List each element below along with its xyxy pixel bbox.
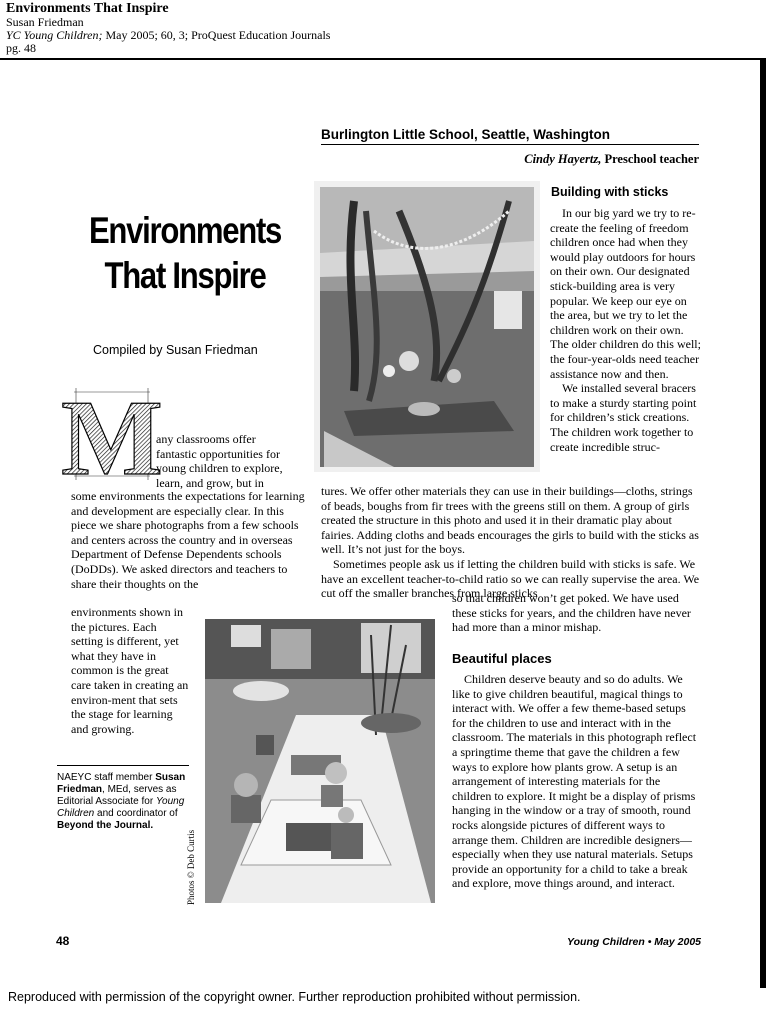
intro-first-lines: any classrooms offer fantastic opportunities for young children to explore, learn, and grow, but in [156,432,283,490]
classroom-setup-photo [201,615,439,907]
intro-body: some environments the expectations for learning and development are especially clear. In this piece we share photographs from a few schools and centers across the country and in overseas Department of Defense Dependents schools (DoDDs). We asked directors and teachers to share their thoughts on the [71,489,305,591]
page-number: 48 [56,934,70,948]
school-heading: Burlington Little School, Seattle, Washington [321,127,699,145]
heading-beautiful-places: Beautiful places [452,651,552,666]
dropcap-letter [61,379,163,498]
author-bio: NAEYC staff member Susan Friedman, MEd, serves as Editorial Associate for Young Children and coordinator of Beyond the Journal. [57,765,189,832]
citation-journal: YC Young Children; May 2005; 60, 3; ProQuest Education Journals [6,28,331,42]
sticks-column-text: In our big yard we try to re-create the feeling of freedom children once had when they would play outdoors for hours on their own. Our designated stick-building area is very popular. We keep our eye on the area, but we try to let the children work on their own. The older children do this well; the four-year-olds need teacher assistance now and then. We installed several bracers to make a sturdy starting point for children’s stick creations. The children work together to create incredible struc- [550,206,701,454]
intro-narrow: environments shown in the pictures. Each setting is different, yet what they have in common is the great care taken in creating an environ-ment that sets the stage for learning and growing. [71,605,189,736]
citation-title: Environments That Inspire [6,1,169,16]
citation-header [6,1,330,55]
teacher-credit: Cindy Hayertz, Preschool teacher [524,152,699,166]
page-top-rule [0,58,766,60]
stick-structure-photo [314,181,540,472]
compiled-by: Compiled by Susan Friedman [93,343,258,357]
citation-page: pg. 48 [6,41,36,55]
copyright-footer: Reproduced with permission of the copyright owner. Further reproduction prohibited without permission. [8,990,581,1004]
page-edge-bar [760,60,766,988]
article-title: Environments That Inspire [88,210,282,296]
journal-footer: Young Children • May 2005 [567,936,701,948]
heading-building-sticks: Building with sticks [551,185,669,199]
beautiful-text: Children deserve beauty and so do adults. We like to give children beautiful, magical things to interact with. We offer a few theme-based setups for the children to use and interact with in the classroom. The materials in this photograph reflect a springtime theme that gave the children a few ways to explore how plants grow. A setup is an arrangement of interesting materials for the children to explore. It might be a display of prisms hanging in the window or a tray of smooth, round rocks alongside pictures of different ways to arrange them. Children are incredible designers—especially when they use natural materials. Setups provide an opportunity for a child to take a break and explore, move things around, and interact. [452,672,697,891]
photo-credit: Photos © Deb Curtis [186,829,196,905]
citation-author: Susan Friedman [6,15,84,29]
svg-text:M: M [61,379,163,498]
sticks-end-text: so that children won’t get poked. We have used these sticks for years, and the children have never had more than a minor mishap. [452,591,691,635]
sticks-wide-text: tures. We offer other materials they can use in their buildings—cloths, strings of beads, boughs from fir trees with the greens still on them. A group of girls created the structure in this photo and used it in their dramatic play about fairies. Adding cloths and beads encourages the girls to build with the sticks as well. It’s not just for the boys. Sometimes people ask us if letting the children build with sticks is safe. We have an excellent teacher-to-child ratio so we can really supervise the area. We cut off the smaller branches from large sticks [321,484,700,601]
